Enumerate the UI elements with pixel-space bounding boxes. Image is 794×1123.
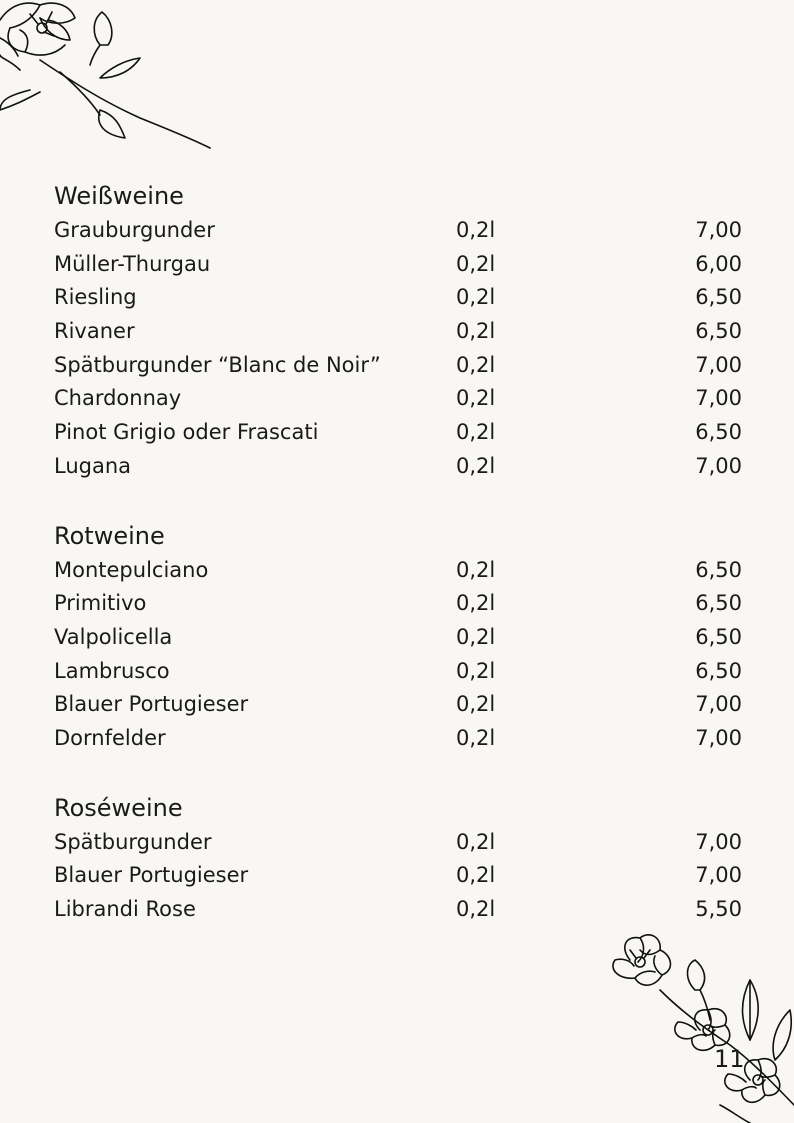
item-price: 6,50 [695,319,742,344]
section-roseweine [54,790,754,927]
item-name: Rivaner [54,319,135,344]
item-volume: 0,2l [456,658,496,683]
item-volume: 0,2l [456,557,496,582]
menu-item [54,248,754,282]
menu-item [54,281,754,315]
item-volume: 0,2l [456,863,496,888]
item-name: Pinot Grigio oder Frascati [54,420,319,445]
menu-item [54,688,754,722]
item-name: Grauburgunder [54,218,215,242]
item-volume: 0,2l [456,319,496,344]
item-price: 7,00 [695,386,742,411]
item-price: 6,00 [695,251,742,276]
section-rotweine [54,518,754,756]
menu-item [54,655,754,689]
item-volume: 0,2l [456,624,496,649]
item-name: Spätburgunder “Blanc de Noir” [54,352,381,377]
item-price: 7,00 [695,453,742,478]
item-name: Chardonnay [54,386,182,411]
item-price: 7,00 [695,218,742,242]
menu-item [54,450,754,484]
section-title: Weißweine [54,182,184,210]
item-price: 5,50 [695,897,742,921]
menu-item [54,315,754,349]
item-price: 6,50 [695,420,742,445]
item-volume: 0,2l [456,453,496,478]
item-volume: 0,2l [456,692,496,717]
item-volume: 0,2l [456,251,496,276]
item-name: Valpolicella [54,624,173,649]
floral-branch-icon [0,0,220,160]
item-name: Primitivo [54,591,147,616]
item-volume: 0,2l [456,386,496,411]
item-volume: 0,2l [456,285,496,310]
item-volume: 0,2l [456,218,496,242]
item-volume: 0,2l [456,829,496,854]
item-price: 7,00 [695,725,742,750]
menu-item [54,349,754,383]
menu-item [54,859,754,893]
item-price: 7,00 [695,829,742,854]
item-volume: 0,2l [456,897,496,921]
item-price: 6,50 [695,624,742,649]
item-name: Lambrusco [54,658,170,683]
menu-item [54,722,754,756]
item-name: Müller-Thurgau [54,251,211,276]
item-price: 6,50 [695,591,742,616]
item-name: Blauer Portugieser [54,863,249,888]
item-name: Montepulciano [54,557,209,582]
item-price: 7,00 [695,352,742,377]
menu-item [54,621,754,655]
item-price: 6,50 [695,285,742,310]
item-price: 6,50 [695,557,742,582]
item-name: Librandi Rose [54,897,196,921]
item-volume: 0,2l [456,420,496,445]
item-volume: 0,2l [456,591,496,616]
menu-item [54,826,754,860]
item-price: 6,50 [695,658,742,683]
item-price: 7,00 [695,692,742,717]
menu-item [54,893,754,927]
item-name: Dornfelder [54,725,166,750]
menu-item [54,416,754,450]
item-name: Riesling [54,285,137,310]
item-volume: 0,2l [456,352,496,377]
item-name: Lugana [54,453,132,478]
item-volume: 0,2l [456,725,496,750]
menu-item [54,554,754,588]
menu-item [54,382,754,416]
page-number: 11 [714,1045,745,1073]
wine-menu [54,178,754,961]
section-title: Roséweine [54,793,183,822]
menu-item [54,587,754,621]
item-name: Spätburgunder [54,829,212,854]
section-weissweine [54,178,754,484]
item-price: 7,00 [695,863,742,888]
menu-item [54,214,754,248]
section-title: Rotweine [54,521,165,550]
item-name: Blauer Portugieser [54,692,249,717]
